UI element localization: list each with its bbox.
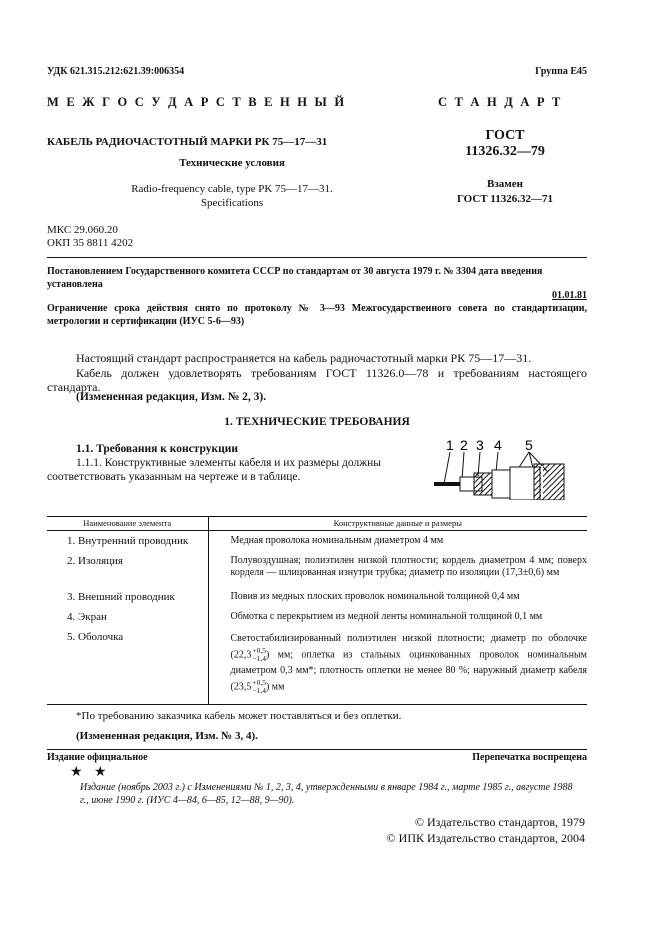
mks-code: МКС 29.060.20 [47, 224, 118, 236]
limit-text: Ограничение срока действия снято по протоколу № 3—93 Межгосударственного совета по стандартизации, метрологии и сертификации (ИУС 5-6—93) [47, 303, 587, 327]
tolerance-lower: −1,4 [252, 686, 266, 696]
row-data: Медная проволока номинальным диаметром 4 мм [230, 535, 444, 546]
effective-date: 01.01.81 [552, 290, 587, 301]
row-data-part: ) мм [265, 681, 285, 693]
table-row [47, 607, 587, 627]
table-row [47, 531, 587, 552]
copyright-1979: © Издательство стандартов, 1979 [414, 815, 585, 829]
amendment-note: (Измененная редакция, Изм. № 2, 3). [76, 391, 267, 403]
drawing-label-3: 3 [476, 437, 484, 453]
section-heading: 1. ТЕХНИЧЕСКИЕ ТРЕБОВАНИЯ [224, 416, 410, 428]
official-edition: Издание официальное [47, 752, 148, 763]
divider [47, 257, 587, 258]
requirement-paragraph: Кабель должен удовлетворять требованиям ГОСТ 11326.0—78 и требованиям настоящего стандарта. [47, 366, 587, 394]
cable-drawing [430, 436, 590, 500]
drawing-label-1: 1 [446, 437, 454, 453]
banner-standard: С Т А Н Д А Р Т [438, 95, 563, 109]
drawing-label-2: 2 [460, 437, 468, 453]
row-name: 2. Изоляция [47, 551, 208, 587]
row-data: Повив из медных плоских проволок номинальной толщиной 0,4 мм [230, 591, 520, 602]
table-row [47, 627, 587, 704]
tolerance [252, 647, 266, 663]
row-data: Полувоздушная; полиэтилен низкой плотности; кордель диаметром 4 мм; поверх корделя — шлицованная изнутри трубка; диаметр по изоляции (17,3±0,6) мм [230, 555, 587, 578]
row-data-part: Светостабилизированный полиэтилен низкой плотности; диаметр по оболочке (22,3 [230, 633, 587, 661]
edition-note: Издание (ноябрь 2003 г.) с Изменениями № 1, 2, 3, 4, утвержденными в январе 1984 г., марте 1985 г., августе 1988 г., июне 1990 г. (ИУС 4—84, 6—85, 12—88, 9—90). [80, 782, 573, 806]
row-name: 1. Внутренний проводник [47, 531, 208, 552]
row-name: 5. Оболочка [47, 627, 208, 704]
english-title: Radio-frequency cable, type PK 75—17—31. [131, 183, 333, 195]
row-name: 3. Внешний проводник [47, 587, 208, 607]
table-row [47, 587, 587, 607]
gost-number: 11326.32—79 [465, 144, 545, 159]
replaces-label: Взамен [487, 178, 523, 190]
tolerance-lower: −1,4 [252, 654, 266, 663]
udk-code: УДК 621.315.212:621.39:006354 [47, 66, 185, 77]
tolerance-upper: +0,5 [252, 678, 266, 688]
page-subtitle: Технические условия [179, 157, 285, 169]
english-subtitle: Specifications [200, 197, 264, 209]
footnote-amendment: (Измененная редакция, Изм. № 3, 4). [76, 730, 258, 742]
table-row [47, 551, 587, 587]
page-title: КАБЕЛЬ РАДИОЧАСТОТНЫЙ МАРКИ РК 75—17—31 [47, 136, 328, 148]
subsection-text: 1.1.1. Конструктивные элементы кабеля и их размеры должны соответствовать указанным на чертеже и в таблице. [47, 457, 382, 483]
drawing-label-4: 4 [494, 437, 502, 453]
row-data: Обмотка с перекрытием из медной ленты номинальной толщиной 0,1 мм [230, 611, 543, 622]
replaces-value: ГОСТ 11326.32—71 [456, 193, 554, 205]
intro-paragraph: Настоящий стандарт распространяется на кабель радиочастотный марки РК 75—17—31. [76, 351, 532, 365]
row-name: 4. Экран [47, 607, 208, 627]
decree-text: Постановлением Государственного комитета СССР по стандартам от 30 августа 1979 г. № 3304 дата введения установлена [47, 266, 543, 290]
okp-code: ОКП 35 8811 4202 [47, 237, 134, 249]
group-code: Группа Е45 [535, 66, 587, 77]
gost-label: ГОСТ [485, 128, 525, 143]
copyright-2004: © ИПК Издательство стандартов, 2004 [386, 831, 585, 845]
footnote-text: *По требованию заказчика кабель может поставляться и без оплетки. [76, 710, 402, 722]
table-header-element: Наименование элемента [47, 517, 208, 531]
banner-interstate: М Е Ж Г О С У Д А Р С Т В Е Н Н Ы Й [47, 95, 347, 109]
row-data [208, 627, 587, 704]
tolerance [252, 679, 266, 695]
construction-table [47, 516, 587, 705]
reprint-notice: Перепечатка воспрещена [472, 752, 587, 763]
drawing-label-5: 5 [525, 437, 533, 453]
footer-divider [47, 749, 587, 750]
subsection-heading: 1.1. Требования к конструкции [76, 443, 238, 455]
row-data-part: ) мм; оплетка из стальных оцинкованных проволок номинальным диаметром 0,3 мм*; плотность оплетки не менее 80 %; наружный диаметр кабеля (23,5 [230, 649, 587, 693]
tolerance-upper: +0,5 [252, 646, 266, 655]
stars-mark: ★ ★ [70, 765, 111, 780]
table-header-data: Конструктивные данные и размеры [208, 517, 587, 531]
